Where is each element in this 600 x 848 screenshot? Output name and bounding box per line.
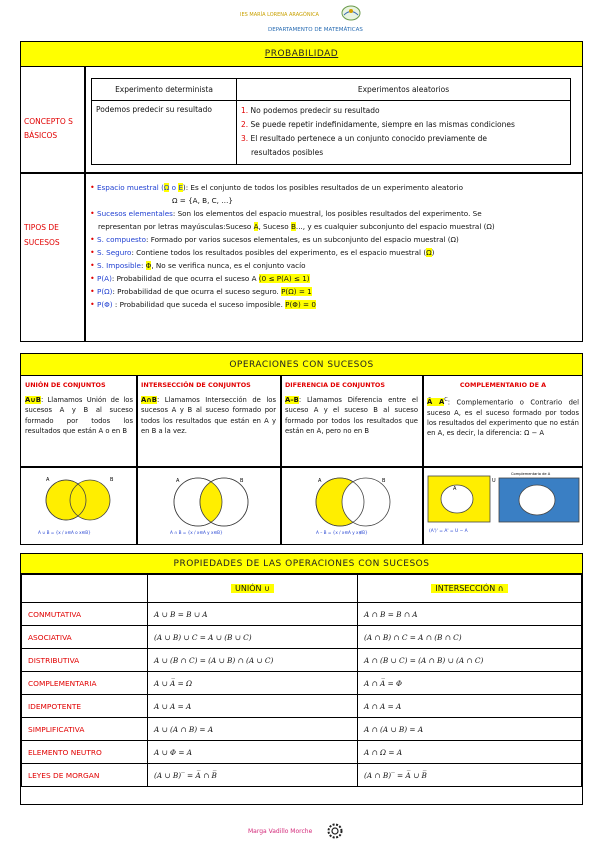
prob-omega: • P(Ω): Probabilidad de que ocurra el suceso seguro. P(Ω) = 1 xyxy=(90,287,312,296)
complementario-text: Ā $A^C$: Complementario o Contrario del suceso A, es el suceso formado por todos los resultados del experimento que no están en A, es decir, la diferencia: Ω − A xyxy=(427,397,579,438)
item-text: No podemos predecir su resultado xyxy=(250,106,380,115)
svg-text:B: B xyxy=(240,478,244,484)
item-number: 3. xyxy=(241,134,249,143)
diferencia-block xyxy=(285,381,418,437)
school-name: IES MARÍA LORENA ARAGÓNICA xyxy=(240,12,319,18)
author-signature: Marga Vadillo Morche xyxy=(248,828,313,835)
svg-text:A: A xyxy=(46,477,50,483)
left-column-divider xyxy=(84,67,86,341)
col-aleatorios-header: Experimentos aleatorios xyxy=(237,79,571,101)
propiedades-title-bar xyxy=(21,554,582,574)
col-determinista-header: Experimento determinista xyxy=(92,79,237,101)
aleatorio-item xyxy=(241,118,566,132)
table-row: CONMUTATIVA A ∪ B = B ∪ A A ∩ B = B ∩ A xyxy=(22,603,582,626)
universe-label: U xyxy=(492,478,496,484)
aleatorio-item xyxy=(241,132,566,146)
interseccion-caption: A ∩ B = {x / x∈A y x∈B} xyxy=(170,530,223,535)
item-text: Se puede repetir indefinidamente, siempre en las mismas condiciones xyxy=(250,120,515,129)
union-text: A∪B: Llamamos Unión de los sucesos A y B al suceso formado por todos los resultados que están A o en B xyxy=(25,396,133,436)
interseccion-venn-diagram xyxy=(140,470,278,542)
table-row: IDEMPOTENTE A ∪ A = A A ∩ A = A xyxy=(22,695,582,718)
table-row: COMPLEMENTARIA A ∪ A̅ = Ω A ∩ A̅ = Φ xyxy=(22,672,582,695)
aleatorio-item xyxy=(241,104,566,118)
union-venn-diagram xyxy=(24,470,134,542)
tipo-s-seguro: • S. Seguro: Contiene todos los resultados posibles del experimento, es el espacio muestral (Ω) xyxy=(90,248,435,257)
determinista-value: Podemos predecir su resultado xyxy=(96,105,212,114)
diferencia-caption: A – B = {x / x∈A y x∉B} xyxy=(316,530,368,535)
aleatorios-list xyxy=(237,101,571,165)
op-divider xyxy=(280,376,282,544)
conceptos-table xyxy=(91,78,571,165)
op-divider xyxy=(136,376,138,544)
propiedades-title: PROPIEDADES DE LAS OPERACIONES CON SUCESOS xyxy=(173,559,430,569)
complementario-box-label: Complementario de A xyxy=(511,472,551,476)
union-col-header: UNIÓN ∪ xyxy=(148,575,358,603)
diferencia-heading: DIFERENCIA DE CONJUNTOS xyxy=(285,381,385,389)
op-row-divider xyxy=(21,466,582,468)
tipos-label: TIPOS DE SUCESOS xyxy=(24,223,60,247)
table-row: ELEMENTO NEUTRO A ∪ Φ = A A ∩ Ω = A xyxy=(22,741,582,764)
complementario-heading: COMPLEMENTARIO DE A xyxy=(459,381,547,389)
department-name: DEPARTAMENTO DE MATEMÁTICAS xyxy=(268,27,363,33)
svg-text:A: A xyxy=(176,478,180,484)
item-text: El resultado pertenece a un conjunto conocido previamente de xyxy=(250,134,488,143)
propiedades-table xyxy=(21,574,582,787)
complementario-block xyxy=(427,381,579,439)
interseccion-text: A∩B: Llamamos Intersección de los sucesos A y B al suceso formado por todos los resultados que están en A y en B a la vez. xyxy=(141,396,276,436)
prob-phi: • P(Φ) : Probabilidad que suceda el suceso imposible. P(Φ) = 0 xyxy=(90,300,316,309)
determinista-text xyxy=(92,101,237,165)
svg-text:A: A xyxy=(453,486,457,492)
item-text: resultados posibles xyxy=(251,148,324,157)
interseccion-heading: INTERSECCIÓN DE CONJUNTOS xyxy=(141,381,251,389)
gear-logo-icon xyxy=(326,822,344,840)
complementario-caption: (A')' = A' = U − A xyxy=(429,529,468,534)
svg-text:B: B xyxy=(110,477,114,483)
tipo-sucesos-elementales: • Sucesos elementales: Son los elementos del espacio muestral, los posibles resultados del experimento. Se xyxy=(90,209,482,218)
sucesos-elementales-cont: representan por letras mayúsculas:Suceso A, Suceso B..., y es cualquier subconjunto del espacio muestral (Ω) xyxy=(98,222,495,231)
interseccion-block xyxy=(141,381,276,437)
complementario-venn-diagram xyxy=(425,470,581,542)
union-heading: UNIÓN DE CONJUNTOS xyxy=(25,381,106,389)
empty-header xyxy=(22,575,148,603)
probabilidad-title-bar xyxy=(21,42,582,67)
svg-text:A: A xyxy=(318,478,322,484)
table-row: DISTRIBUTIVA A ∪ (B ∩ C) = (A ∪ B) ∩ (A ∪ C) A ∩ (B ∪ C) = (A ∩ B) ∪ (A ∩ C) xyxy=(22,649,582,672)
operaciones-title-bar xyxy=(21,354,582,376)
tipo-s-imposible: • S. Imposible: Φ, No se verifica nunca, es el conjunto vacío xyxy=(90,261,306,270)
table-row: ASOCIATIVA (A ∪ B) ∪ C = A ∪ (B ∪ C) (A ∩ B) ∩ C = A ∩ (B ∩ C) xyxy=(22,626,582,649)
union-caption: A ∪ B = {x / x∈A o x∈B} xyxy=(38,530,91,535)
conceptos-label: CONCEPTO S BÁSICOS xyxy=(24,117,73,140)
inter-col-header: INTERSECCIÓN ∩ xyxy=(358,575,582,603)
school-logo-icon xyxy=(340,4,362,22)
aleatorio-item-cont xyxy=(241,146,566,160)
probabilidad-title: PROBABILIDAD xyxy=(264,49,339,59)
tipo-s-compuesto: • S. compuesto: Formado por varios sucesos elementales, es un subconjunto del espacio muestral (Ω) xyxy=(90,235,459,244)
espacio-muestral-set: Ω = {A, B, C, …} xyxy=(172,196,233,205)
operaciones-title: OPERACIONES CON SUCESOS xyxy=(229,360,374,370)
row-divider xyxy=(21,172,582,174)
table-row: LEYES DE MORGAN (A ∪ B)‾ = A̅ ∩ B̅ (A ∩ B)‾ = A̅ ∪ B̅ xyxy=(22,764,582,787)
item-number: 2. xyxy=(241,120,249,129)
item-number: 1. xyxy=(241,106,249,115)
svg-text:B: B xyxy=(382,478,386,484)
prob-a: • P(A): Probabilidad de que ocurra el suceso A (0 ≤ P(A) ≤ 1) xyxy=(90,274,310,283)
table-row: SIMPLIFICATIVA A ∪ (A ∩ B) = A A ∩ (A ∪ B) = A xyxy=(22,718,582,741)
diferencia-venn-diagram xyxy=(284,470,420,542)
op-divider xyxy=(422,376,424,544)
union-block xyxy=(25,381,133,437)
tipo-espacio-muestral: • Espacio muestral (Ω o E): Es el conjunto de todos los posibles resultados de un experimento aleatorio xyxy=(90,183,463,192)
diferencia-text: A–B: Llamamos Diferencia entre el suceso A y el suceso B al suceso formado por todos los resultados que están en A, pero no en B xyxy=(285,396,418,436)
tipos-list xyxy=(90,183,578,313)
